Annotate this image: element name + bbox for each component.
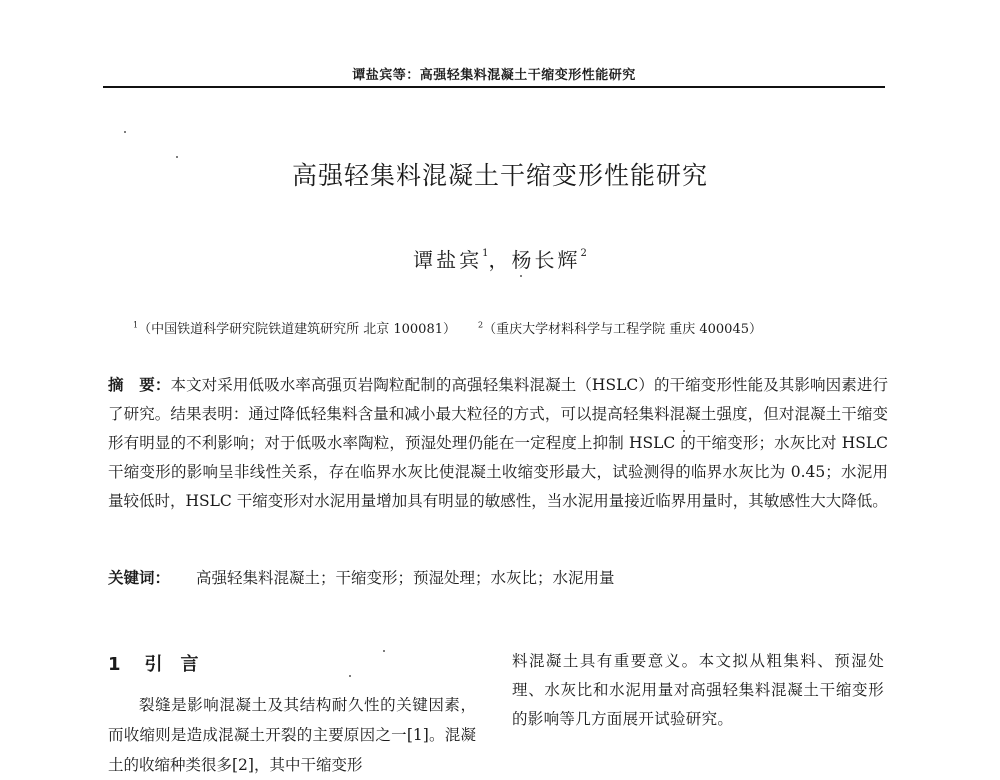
scan-speck — [520, 275, 522, 277]
affiliations — [133, 318, 893, 337]
section-number: 1 — [108, 654, 121, 675]
affiliation-mark: 1 — [133, 320, 139, 330]
author-name: 杨长辉 — [511, 248, 581, 272]
author-mark: 2 — [580, 248, 587, 260]
affiliation-mark: 2 — [478, 320, 484, 330]
keywords — [108, 566, 888, 590]
affiliation-text: （中国铁道科学研究院铁道建筑研究所 北京 100081） — [138, 322, 456, 337]
scan-speck — [349, 675, 351, 677]
scan-speck — [383, 650, 385, 652]
author-name: 谭盐宾 — [413, 248, 483, 272]
abstract — [108, 370, 888, 516]
body-column-right: 料混凝土具有重要意义。本文拟从粗集料、预湿处理、水灰比和水泥用量对高强轻集料混凝土干缩变形的影响等几方面展开试验研究。 — [512, 652, 884, 728]
author-mark: 1 — [482, 248, 489, 260]
section-title: 引 言 — [144, 654, 199, 675]
abstract-label: 摘 要： — [108, 375, 171, 394]
author-line — [0, 244, 1000, 273]
keywords-text: 高强轻集料混凝土；干缩变形；预湿处理；水灰比；水泥用量 — [196, 569, 615, 587]
affiliation-text: （重庆大学材料科学与工程学院 重庆 400045） — [483, 322, 762, 337]
scan-speck — [124, 131, 126, 133]
scan-speck — [176, 156, 178, 158]
author-separator: ， — [488, 248, 512, 272]
keywords-label: 关键词： — [108, 568, 171, 587]
body-column-left: 裂缝是影响混凝土及其结构耐久性的关键因素，而收缩则是造成混凝土开裂的主要原因之一[1]。混凝土的收缩种类很多[2]，其中干缩变形 — [108, 696, 476, 774]
scan-speck — [683, 430, 685, 432]
abstract-text: 本文对采用低吸水率高强页岩陶粒配制的高强轻集料混凝土（HSLC）的干缩变形性能及其影响因素进行了研究。结果表明：通过降低轻集料含量和减小最大粒径的方式，可以提高轻集料混凝土强度，但对混凝土干缩变形有明显的不利影响；对于低吸水率陶粒，预湿处理仍能在一定程度上抑制 HSLC 的干缩变形；水灰比对 HSLC 干缩变形的影响呈非线性关系，存在临界水灰比使混凝土收缩变形最大，试验测得的临界水灰比为 0.45；水泥用量较低时，HSLC 干缩变形对水泥用量增加具有明显的敏感性，当水泥用量接近临界用量时，其敏感性大大降低。 — [108, 376, 888, 510]
running-header: 谭盐宾等：高强轻集料混凝土干缩变形性能研究 — [352, 68, 636, 83]
paper-title: 高强轻集料混凝土干缩变形性能研究 — [291, 161, 708, 190]
header-rule — [103, 86, 885, 88]
section-heading — [108, 650, 199, 676]
